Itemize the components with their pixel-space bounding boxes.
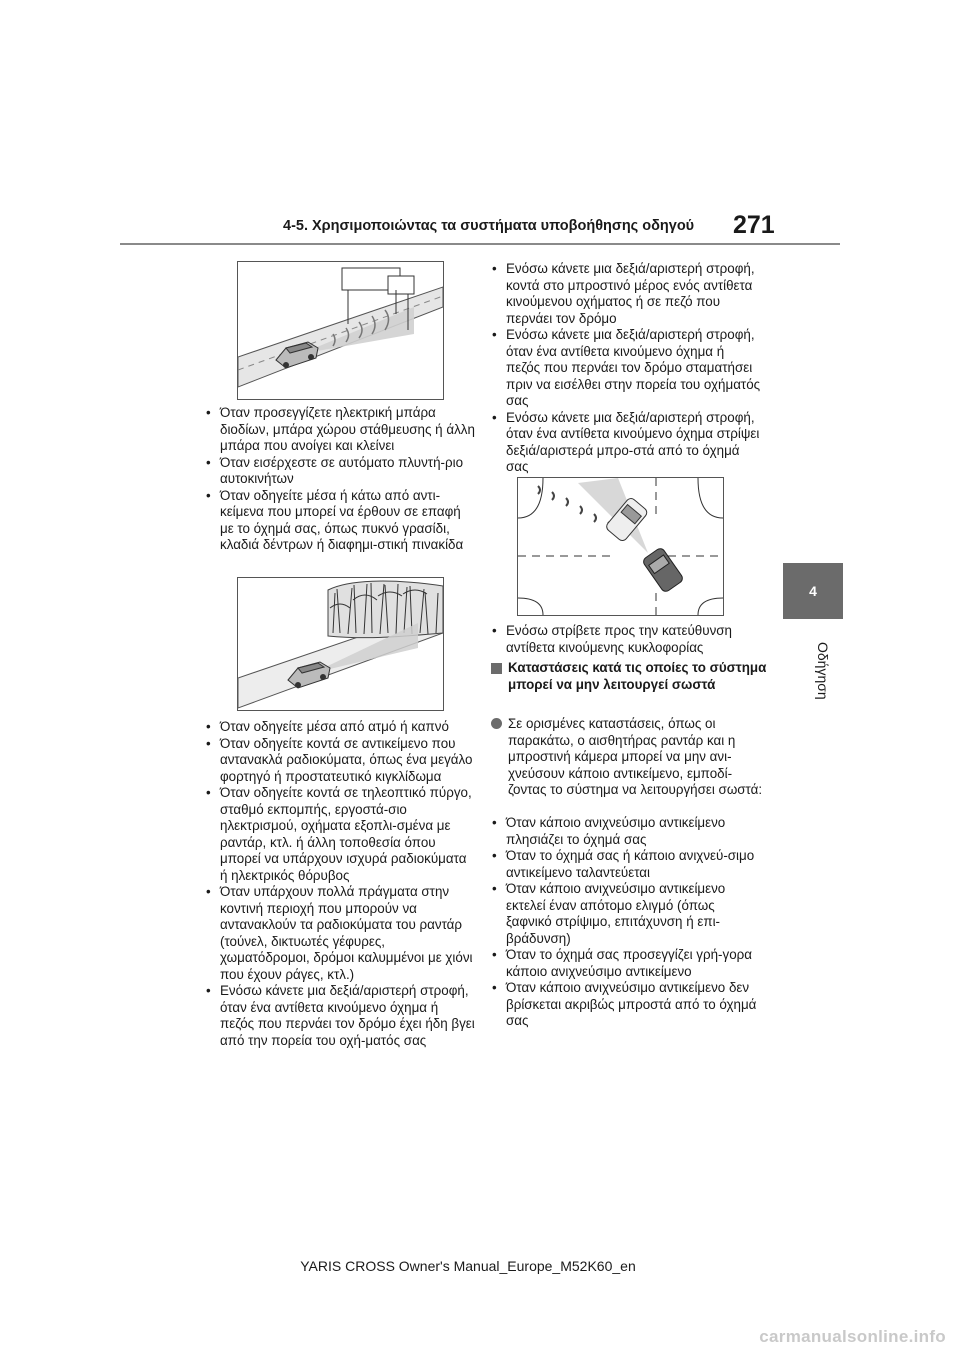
figure-grass-illustration xyxy=(237,577,444,711)
list-item: • Όταν υπάρχουν πολλά πράγματα στην κοντινή περιοχή που μπορούν να αντανακλούν τα ραδιοκύματα του ραντάρ (τούνελ, δικτυωτές γέφυρες, χωματόδρομοι, δρόμοι καλυμμένοι με χιόνι που έχουν ράγες, κτλ.) xyxy=(205,884,475,983)
list-item: • Όταν το όχημά σας προσεγγίζει γρή-γορα κάποιο ανιχνεύσιμο αντικείμενο xyxy=(491,947,761,980)
list-item: • Ενόσω κάνετε μια δεξιά/αριστερή στροφή, όταν ένα αντίθετα κινούμενο όχημα ή πεζός που περνάει τον δρόμο έχει ήδη βγει από την πορεία του οχή-ματός σας xyxy=(205,983,475,1049)
list-item: • Όταν κάποιο ανιχνεύσιμο αντικείμενο πλησιάζει το όχημά σας xyxy=(491,815,761,848)
list-item: • Ενόσω κάνετε μια δεξιά/αριστερή στροφή, όταν ένα αντίθετα κινούμενο όχημα ή πεζός που περνάει τον δρόμο σταματήσει πριν να εισέλθει στην πορεία του οχήματός σας xyxy=(491,327,761,410)
list-item: • Ενόσω κάνετε μια δεξιά/αριστερή στροφή, όταν ένα αντίθετα κινούμενο όχημα στρίψει δεξιά/αριστερά μπρο-στά από το όχημά σας xyxy=(491,410,761,476)
right-list-2 xyxy=(491,623,761,656)
section-heading: Καταστάσεις κατά τις οποίες το σύστημα μπορεί να μην λειτουργεί σωστά xyxy=(508,660,767,692)
footer-text: YARIS CROSS Owner's Manual_Europe_M52K60_en xyxy=(300,1258,636,1274)
section-paragraph: Σε ορισμένες καταστάσεις, όπως οι παρακάτω, ο αισθητήρας ραντάρ και η μπροστινή κάμερα μπορεί να μην ανι-χνεύσουν κάποιο αντικείμενο, εμποδί-ζοντας το σύστημα να λειτουργήσει σωστά: xyxy=(508,716,763,797)
list-item: • Όταν το όχημά σας ή κάποιο ανιχνεύ-σιμο αντικείμενο ταλαντεύεται xyxy=(491,848,761,881)
grass-scene-drawing xyxy=(238,578,443,710)
figure-intersection-illustration xyxy=(517,477,724,616)
barrier-scene-drawing xyxy=(238,262,443,399)
right-list-3 xyxy=(491,815,761,1030)
list-item: • Όταν οδηγείτε μέσα από ατμό ή καπνό xyxy=(205,719,475,736)
list-item: • Ενόσω στρίβετε προς την κατεύθυνση αντίθετα κινούμενης κυκλοφορίας xyxy=(491,623,761,656)
paragraph-marker-circle xyxy=(491,718,502,729)
list-item: • Όταν εισέρχεστε σε αυτόματο πλυντή-ριο αυτοκινήτων xyxy=(205,455,475,488)
list-item: • Όταν κάποιο ανιχνεύσιμο αντικείμενο δεν βρίσκεται ακριβώς μπροστά από το όχημά σας xyxy=(491,980,761,1030)
section-title: 4-5. Χρησιμοποιώντας τα συστήματα υποβοήθησης οδηγού xyxy=(283,218,695,234)
chapter-number: 4 xyxy=(809,583,817,599)
list-item: • Ενόσω κάνετε μια δεξιά/αριστερή στροφή, κοντά στο μπροστινό μέρος ενός αντίθετα κινούμενου οχήματος ή σε πεζό που περνάει τον δρόμο xyxy=(491,261,761,327)
right-list-1 xyxy=(491,261,761,476)
chapter-label: Οδήγηση xyxy=(815,642,831,700)
chapter-tab[interactable] xyxy=(783,563,843,619)
intersection-scene-drawing xyxy=(518,478,723,615)
header-divider xyxy=(120,243,840,245)
list-item: • Όταν οδηγείτε μέσα ή κάτω από αντι-κείμενα που μπορεί να έρθουν σε επαφή με το όχημά σας, όπως πυκνό γρασίδι, κλαδιά δέντρων ή διαφημι-στική πινακίδα xyxy=(205,488,475,554)
left-list-1 xyxy=(205,405,475,554)
figure-barrier-illustration xyxy=(237,261,444,400)
list-item: • Όταν οδηγείτε κοντά σε τηλεοπτικό πύργο, σταθμό εκπομπής, εργοστά-σιο ηλεκτρισμού, οχήματα εξοπλι-σμένα με ραντάρ, κτλ. ή άλλη τοποθεσία όπου μπορεί να υπάρχουν ισχυρά ραδιοκύματα ή ηλεκτρικός θόρυβος xyxy=(205,785,475,884)
watermark[interactable]: carmanualsonline.info xyxy=(759,1327,946,1346)
footer xyxy=(0,1258,960,1274)
page-number: 271 xyxy=(733,211,775,239)
section-marker-square xyxy=(491,663,502,674)
list-item: • Όταν οδηγείτε κοντά σε αντικείμενο που αντανακλά ραδιοκύματα, όπως ένα μεγάλο φορτηγό ή προστατευτικό κιγκλίδωμα xyxy=(205,736,475,786)
list-item: • Όταν κάποιο ανιχνεύσιμο αντικείμενο εκτελεί έναν απότομο ελιγμό (όπως ξαφνικό στρίψιμο, επιτάχυνση ή επι-βράδυνση) xyxy=(491,881,761,947)
left-list-2 xyxy=(205,719,475,1049)
list-item: • Όταν προσεγγίζετε ηλεκτρική μπάρα διοδίων, μπάρα χώρου στάθμευσης ή άλλη μπάρα που ανοίγει και κλείνει xyxy=(205,405,475,455)
